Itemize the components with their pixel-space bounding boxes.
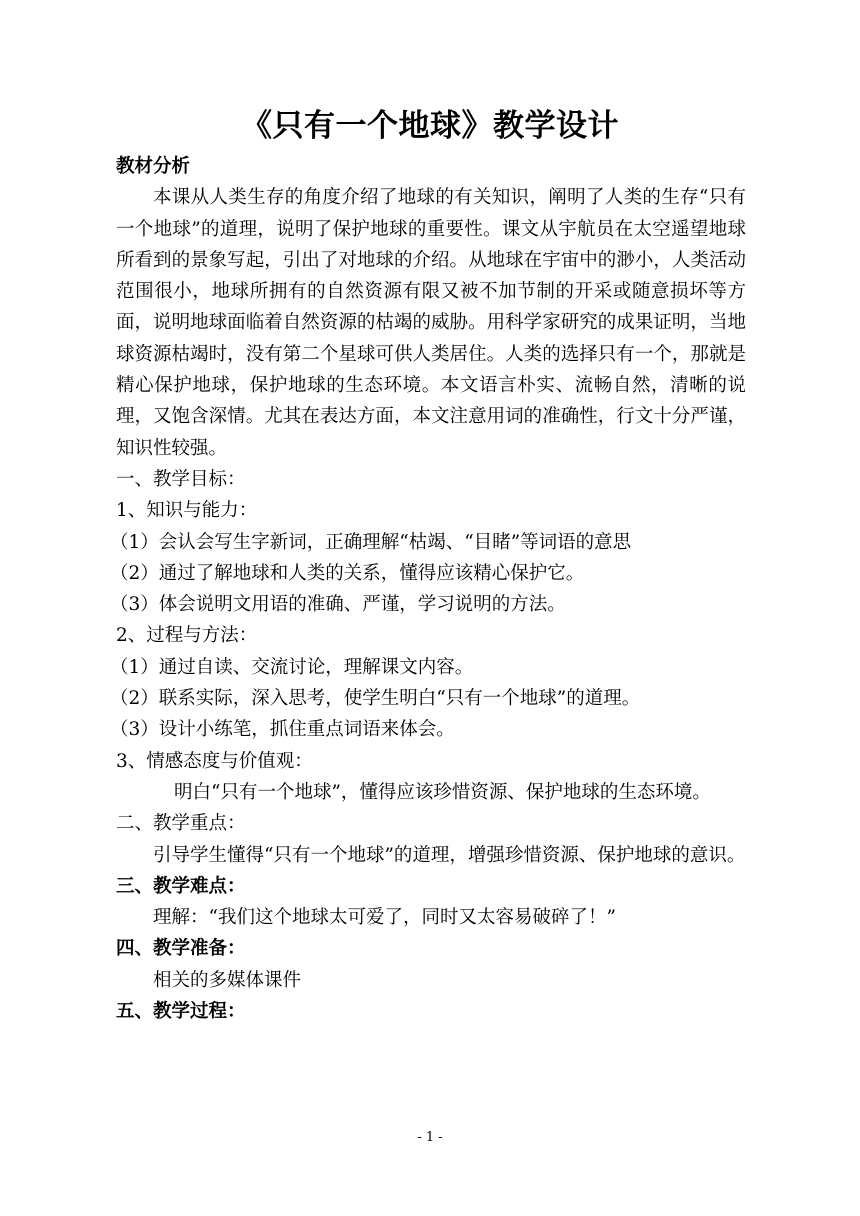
- subheading-emotion: 3、情感态度与价值观：: [116, 750, 313, 772]
- preparation-paragraph: 相关的多媒体课件: [153, 969, 302, 991]
- process-item-2: （2）联系实际，深入思考，使学生明白“只有一个地球”的道理。: [110, 688, 641, 710]
- document-body: [110, 151, 746, 1027]
- process-item-3: （3）设计小练笔，抓住重点词语来体会。: [110, 719, 455, 741]
- analysis-paragraph: 本课从人类生存的角度介绍了地球的有关知识，阐明了人类的生存“只有一个地球”的道理，说明了保护地球的重要性。课文从宇航员在太空遥望地球所看到的景象写起，引出了对地球的介绍。从地球在宇宙中的渺小，人类活动范围很小，地球所拥有的自然资源有限又被不加节制的开采或随意损坏等方面，说明地球面临着自然资源的枯竭的威胁。用科学家研究的成果证明，当地球资源枯竭时，没有第二个星球可供人类居住。人类的选择只有一个，那就是精心保护地球，保护地球的生态环境。本文语言朴实、流畅自然，清晰的说理，又饱含深情。尤其在表达方面，本文注意用词的准确性，行文十分严谨，知识性较强。: [116, 187, 746, 459]
- emotion-paragraph: 明白“只有一个地球”，懂得应该珍惜资源、保护地球的生态环境。: [174, 781, 711, 803]
- section-heading-difficulties: 三、教学难点：: [116, 875, 246, 897]
- process-item-1: （1）通过自读、交流讨论，理解课文内容。: [110, 656, 474, 678]
- difficulties-paragraph: 理解：“我们这个地球太可爱了，同时又太容易破碎了！”: [153, 907, 616, 929]
- document-title: 《只有一个地球》教学设计: [241, 108, 619, 144]
- knowledge-item-3: （3）体会说明文用语的准确、严谨，学习说明的方法。: [110, 594, 566, 616]
- subheading-process: 2、过程与方法：: [116, 625, 258, 647]
- section-heading-analysis: 教材分析: [116, 156, 191, 177]
- subheading-knowledge: 1、知识与能力：: [116, 500, 258, 522]
- section-heading-procedure: 五、教学过程：: [116, 1001, 246, 1023]
- knowledge-item-1: （1）会认会写生字新词，正确理解“枯竭、“目睹”等词语的意思: [110, 531, 632, 553]
- knowledge-item-2: （2）通过了解地球和人类的关系，懂得应该精心保护它。: [110, 562, 585, 584]
- section-heading-objectives: 一、教学目标：: [116, 468, 246, 490]
- page-number: - 1 -: [417, 1130, 443, 1145]
- section-heading-preparation: 四、教学准备：: [116, 938, 246, 960]
- key-points-paragraph: 引导学生懂得“只有一个地球”的道理，增强珍惜资源、保护地球的意识。: [153, 844, 746, 866]
- section-heading-key-points: 二、教学重点：: [116, 813, 246, 835]
